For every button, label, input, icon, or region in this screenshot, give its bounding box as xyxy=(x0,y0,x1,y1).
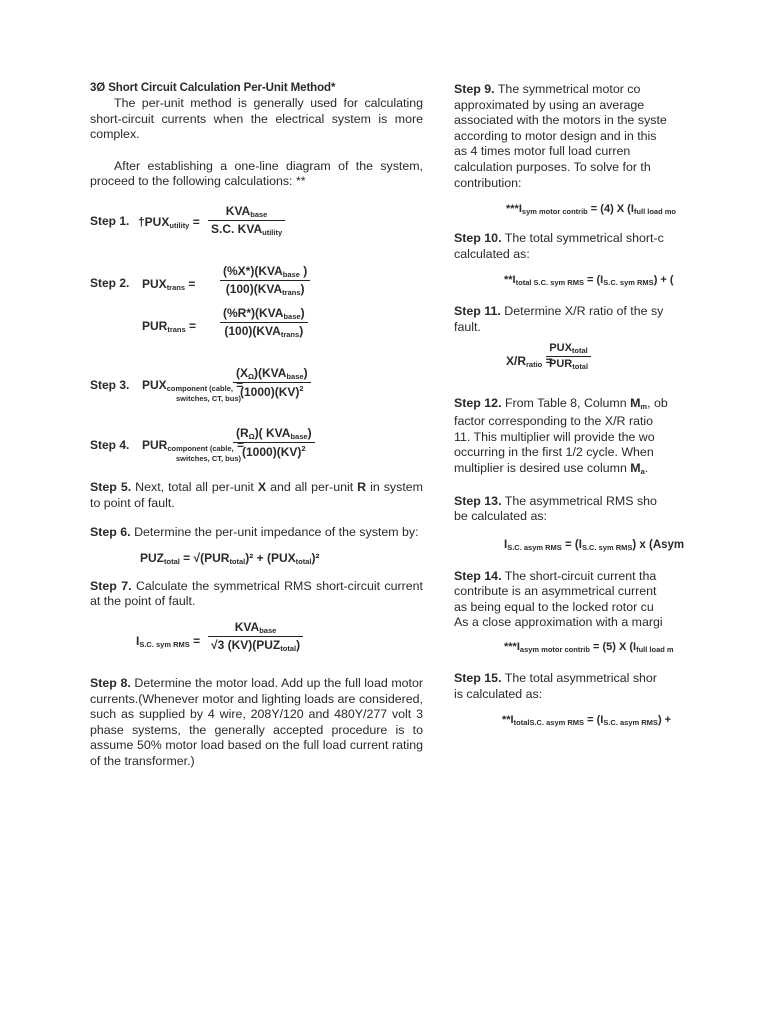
step10-line: calculated as: xyxy=(454,246,530,261)
step7-formula: $I_{S.C. sym RMS}$ = $KVA_{base}$ √3 $(KV)(PUZ_{total})$ xyxy=(90,620,423,668)
step13-line: Step 13. The asymmetrical RMS sho xyxy=(454,493,657,508)
step4-label: Step 4. xyxy=(90,437,130,452)
step4-formula xyxy=(90,426,423,476)
step10-line: Step 10. The total symmetrical short-c xyxy=(454,231,664,246)
step4-lhs: $PUR_{component (cable,}$ = xyxy=(142,437,244,453)
step11-paragraph xyxy=(454,304,768,335)
step13-formula: $I_{S.C. asym RMS} = (I_{S.C. sym RMS})$ x (Asym xyxy=(504,538,685,552)
step13-line: be calculated as: xyxy=(454,509,547,524)
step9-line: associated with the motors in the syste xyxy=(454,113,667,128)
left-column xyxy=(90,82,423,770)
step15-paragraph xyxy=(454,671,768,702)
step3-lhs-sub2: switches, CT, bus) xyxy=(176,393,242,403)
step14-line: As a close approximation with a margi xyxy=(454,615,663,630)
step11-line: Step 11. Determine X/R ratio of the sy xyxy=(454,304,664,319)
step3-fraction: $(X_\Omega)(KVA_{base})$ (1000)(KV)$^2$ xyxy=(233,366,311,399)
step5-paragraph: Step 5. Next, total all per-unit X and all per-unit R in system to point of fault. xyxy=(90,479,423,510)
step9-line: as 4 times motor full load curren xyxy=(454,144,631,159)
step15-line: Step 15. The total asymmetrical shor xyxy=(454,671,657,686)
step10-paragraph xyxy=(454,231,768,262)
step1-formula xyxy=(90,202,423,252)
step13-paragraph xyxy=(454,494,768,525)
step9-line: calculation purposes. To solve for th xyxy=(454,159,651,174)
step12-paragraph: Step 12. From Table 8, Column $M_m$, ob factor corresponding to the X/R ratio 11. This multiplier will provide the wo occurring in the first 1/2 cycle. When multiplier is desired use column $M_a$. xyxy=(454,395,668,476)
step2-label: Step 2. xyxy=(90,275,130,290)
step9-line: contribution: xyxy=(454,175,522,190)
step1-label: Step 1. xyxy=(90,213,130,228)
step4-fraction: $(R_\Omega)$( $KVA_{base}$) (1000)(KV)$^2$ xyxy=(233,426,315,459)
section-title: 3Ø Short Circuit Calculation Per-Unit Method* xyxy=(90,82,336,94)
step14-paragraph xyxy=(454,569,768,631)
step1-fraction: $KVA_{base}$ S.C. $KVA_{utility}$ xyxy=(208,204,285,237)
step2-lhs: $PUX_{trans}$ = xyxy=(142,276,196,292)
step11-line: fault. xyxy=(454,319,481,334)
step8-paragraph: Step 8. Determine the motor load. Add up the full load motor currents.(Whenever motor and lighting loads are considered, such as supplied by 4 wire, 208Y/120 and 480Y/277 volt 3 phase systems, the generally accepted procedure is to assume 50% motor load based on the full load current rating of the transformer.) xyxy=(90,675,423,768)
step2-fraction: $(\%X*)(KVA_{base}$ ) $(100)(KVA_{trans})$ xyxy=(220,264,310,297)
step14-line: contribute is an asymmetrical current xyxy=(454,584,657,599)
step14-line: as being equal to the locked rotor cu xyxy=(454,599,654,614)
step4-lhs-sub2: switches, CT, bus) xyxy=(176,453,242,463)
intro-paragraph-1: The per-unit method is generally used for calculating short-circuit currents when the electrical system is more complex. xyxy=(90,96,423,142)
step3-formula xyxy=(90,366,423,416)
step15-formula: $**I_{totalS.C. asym RMS} = (I_{S.C. asym RMS})$ + xyxy=(502,714,672,728)
step2b-lhs: $PUR_{trans}$ = xyxy=(142,318,197,334)
step1-lhs: $\dagger PUX_{utility}$ = xyxy=(138,214,200,230)
step11-formula: $X/R_{ratio}$ = $PUX_{total}$ $PUR_{total}$ xyxy=(454,340,768,388)
step9-formula: $***I_{sym motor contrib} = (4)$ X ($I_{full load mo}$ xyxy=(506,203,676,217)
step9-paragraph xyxy=(454,82,768,191)
step3-lhs: $PUX_{component (cable,}$ = xyxy=(142,377,244,393)
step2b-fraction: $(\%R*)(KVA_{base})$ $(100)(KVA_{trans})$ xyxy=(220,306,308,339)
step3-label: Step 3. xyxy=(90,377,130,392)
step9-line: according to motor design and in this xyxy=(454,128,657,143)
intro-paragraph-2: After establishing a one-line diagram of the system, proceed to the following calculations: ** xyxy=(90,158,423,189)
step9-line: approximated by using an average xyxy=(454,97,645,112)
step10-formula: $**I_{total S.C. sym RMS} = (I_{S.C. sym RMS})$ + ( xyxy=(504,274,674,288)
step2b-formula xyxy=(90,306,423,348)
step15-line: is calculated as: xyxy=(454,686,543,701)
step7-fraction: $KVA_{base}$ √3 $(KV)(PUZ_{total})$ xyxy=(208,620,303,653)
step6-formula: $PUZ_{total} = √(PUR_{total})^2 + (PUX_{total})^2$ xyxy=(140,550,320,566)
step7-paragraph: Step 7. Calculate the symmetrical RMS short-circuit current at the point of fault. xyxy=(90,578,423,609)
step9-line: Step 9. The symmetrical motor co xyxy=(454,82,641,96)
step2-formula xyxy=(90,264,423,306)
step14-line: Step 14. The short-circuit current tha xyxy=(454,568,657,583)
step11-fraction: $PUX_{total}$ $PUR_{total}$ xyxy=(546,342,591,371)
right-column xyxy=(454,82,768,740)
step6-paragraph: Step 6. Determine the per-unit impedance of the system by: xyxy=(90,525,419,540)
step14-formula: $***I_{asym motor contrib} = (5)$ X ($I_{full load m}$ xyxy=(504,641,674,655)
